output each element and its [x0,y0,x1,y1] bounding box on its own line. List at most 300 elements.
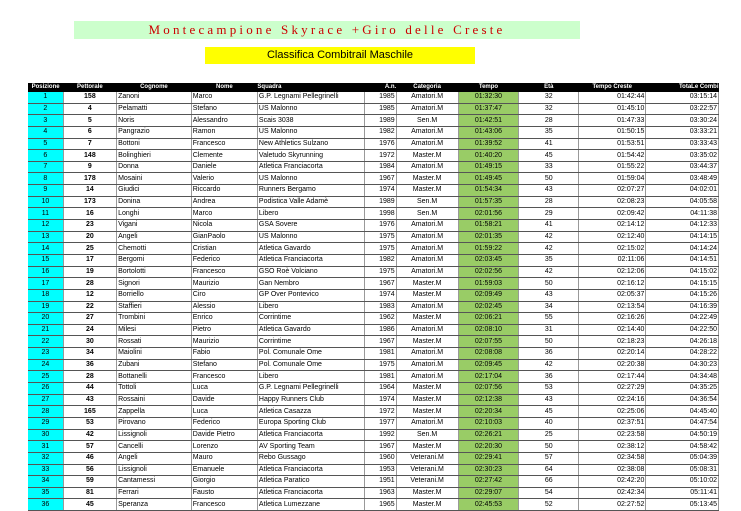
cell-total-combi: 05:13:45 [646,499,719,511]
page-title: Montecampione Skyrace +Giro delle Creste [74,21,580,39]
results-body [28,92,719,511]
cell-bib: 19 [63,266,116,278]
cell-name: Lorenzo [191,441,257,453]
cell-surname: Maiolini [117,348,192,360]
cell-creste-time: 02:07:27 [579,185,646,197]
table-row[interactable] [28,441,719,453]
cell-total-combi: 04:15:26 [646,289,719,301]
cell-category: Master.M [396,150,458,162]
cell-surname: Trombini [117,313,192,325]
cell-creste-time: 01:42:44 [579,92,646,103]
cell-creste-time: 02:08:23 [579,196,646,208]
table-row[interactable] [28,394,719,406]
cell-creste-time: 01:55:22 [579,161,646,173]
cell-position: 13 [28,231,63,243]
cell-time: 01:42:51 [458,115,519,127]
cell-age: 42 [519,243,579,255]
cell-team: Atletica Franciacorta [257,254,364,266]
cell-creste-time: 02:42:34 [579,487,646,499]
cell-total-combi: 04:16:39 [646,301,719,313]
cell-total-combi: 04:36:54 [646,394,719,406]
cell-category: Amatori.M [396,103,458,115]
cell-category: Sen.M [396,196,458,208]
cell-bib: 56 [63,464,116,476]
cell-surname: Donina [117,196,192,208]
cell-time: 01:43:06 [458,126,519,138]
cell-year: 1972 [364,406,396,418]
cell-name: Marco [191,208,257,220]
cell-bib: 36 [63,359,116,371]
cell-position: 4 [28,126,63,138]
cell-total-combi: 03:48:49 [646,173,719,185]
cell-total-combi: 03:22:57 [646,103,719,115]
cell-total-combi: 04:58:42 [646,441,719,453]
cell-time: 02:07:56 [458,383,519,395]
cell-bib: 45 [63,499,116,511]
cell-name: Riccardo [191,185,257,197]
cell-creste-time: 01:59:04 [579,173,646,185]
cell-year: 1953 [364,464,396,476]
cell-total-combi: 04:15:15 [646,278,719,290]
cell-age: 64 [519,464,579,476]
cell-creste-time: 02:38:12 [579,441,646,453]
cell-category: Amatori.M [396,220,458,232]
cell-year: 1981 [364,371,396,383]
table-row[interactable] [28,359,719,371]
cell-total-combi: 04:02:01 [646,185,719,197]
cell-team: Gan Nembro [257,278,364,290]
cell-category: Master.M [396,173,458,185]
cell-position: 5 [28,138,63,150]
cell-name: Ramon [191,126,257,138]
cell-team: New Athletics Sulzano [257,138,364,150]
cell-age: 57 [519,452,579,464]
table-row[interactable] [28,254,719,266]
cell-time: 01:59:03 [458,278,519,290]
table-row[interactable] [28,289,719,301]
cell-bib: 28 [63,278,116,290]
cell-name: Stefano [191,359,257,371]
cell-total-combi: 03:15:14 [646,92,719,103]
cell-name: Francesco [191,499,257,511]
cell-name: Alessandro [191,115,257,127]
cell-team: Atletica Franciacorta [257,161,364,173]
cell-surname: Tottoli [117,383,192,395]
cell-total-combi: 04:50:19 [646,429,719,441]
cell-name: Mauro [191,452,257,464]
cell-name: Enrico [191,313,257,325]
cell-year: 1985 [364,92,396,103]
cell-age: 35 [519,126,579,138]
cell-age: 40 [519,417,579,429]
table-row[interactable] [28,231,719,243]
cell-time: 02:08:08 [458,348,519,360]
cell-team: Atletica Franciacorta [257,464,364,476]
cell-bib: 5 [63,115,116,127]
cell-year: 1989 [364,115,396,127]
cell-name: Stefano [191,103,257,115]
cell-total-combi: 03:30:24 [646,115,719,127]
cell-name: Giorgio [191,476,257,488]
cell-name: Francesco [191,138,257,150]
cell-position: 27 [28,394,63,406]
cell-bib: 178 [63,173,116,185]
cell-category: Master.M [396,406,458,418]
cell-position: 7 [28,161,63,173]
cell-year: 1951 [364,476,396,488]
table-row[interactable] [28,301,719,313]
cell-time: 01:40:20 [458,150,519,162]
cell-time: 01:39:52 [458,138,519,150]
table-row[interactable] [28,92,719,103]
col-header-bib[interactable]: Pettorale [63,83,116,92]
table-row[interactable] [28,278,719,290]
cell-position: 18 [28,289,63,301]
cell-creste-time: 02:11:06 [579,254,646,266]
cell-creste-time: 02:20:14 [579,348,646,360]
cell-creste-time: 02:12:40 [579,231,646,243]
table-row[interactable] [28,220,719,232]
cell-year: 1989 [364,196,396,208]
cell-surname: Zubani [117,359,192,371]
cell-team: US Malonno [257,231,364,243]
table-row[interactable] [28,185,719,197]
table-row[interactable] [28,196,719,208]
cell-year: 1981 [364,348,396,360]
table-row[interactable] [28,243,719,255]
cell-time: 02:02:45 [458,301,519,313]
cell-creste-time: 02:16:12 [579,278,646,290]
cell-position: 35 [28,487,63,499]
cell-year: 1992 [364,429,396,441]
cell-age: 43 [519,394,579,406]
cell-surname: Bolinghieri [117,150,192,162]
cell-time: 02:29:41 [458,452,519,464]
cell-surname: Pangrazio [117,126,192,138]
table-row[interactable] [28,336,719,348]
cell-total-combi: 04:15:02 [646,266,719,278]
cell-creste-time: 02:05:37 [579,289,646,301]
cell-category: Master.M [396,278,458,290]
cell-year: 1976 [364,138,396,150]
cell-team: GSO Roè Volciano [257,266,364,278]
cell-name: Federico [191,254,257,266]
cell-surname: Longhi [117,208,192,220]
table-row[interactable] [28,266,719,278]
table-row[interactable] [28,371,719,383]
cell-category: Master.M [396,185,458,197]
cell-surname: Staffieri [117,301,192,313]
cell-team: Atletica Franciacorta [257,487,364,499]
cell-name: GianPaolo [191,231,257,243]
cell-position: 23 [28,348,63,360]
cell-surname: Chemotti [117,243,192,255]
cell-surname: Speranza [117,499,192,511]
cell-year: 1960 [364,452,396,464]
cell-surname: Bergomi [117,254,192,266]
cell-team: US Malonno [257,126,364,138]
cell-age: 32 [519,92,579,103]
cell-total-combi: 05:10:02 [646,476,719,488]
cell-time: 02:17:04 [458,371,519,383]
cell-total-combi: 04:05:58 [646,196,719,208]
cell-name: Pietro [191,324,257,336]
cell-time: 01:32:30 [458,92,519,103]
cell-creste-time: 02:27:52 [579,499,646,511]
table-row[interactable] [28,324,719,336]
col-header-creste-time[interactable]: Tempo Creste [579,83,646,92]
table-row[interactable] [28,150,719,162]
cell-age: 55 [519,313,579,325]
cell-team: Valetudo Skyrunning [257,150,364,162]
col-header-name[interactable]: Nome [191,83,257,92]
cell-position: 32 [28,452,63,464]
col-header-year[interactable]: A.n. [364,83,396,92]
cell-team: Corrintime [257,336,364,348]
cell-total-combi: 04:14:15 [646,231,719,243]
cell-year: 1975 [364,266,396,278]
cell-bib: 81 [63,487,116,499]
col-header-age[interactable]: Età [519,83,579,92]
cell-category: Amatori.M [396,126,458,138]
cell-team: Libero [257,301,364,313]
cell-name: Fausto [191,487,257,499]
cell-total-combi: 05:04:39 [646,452,719,464]
header-row [28,83,719,92]
cell-position: 20 [28,313,63,325]
cell-category: Sen.M [396,115,458,127]
col-header-total-combi[interactable]: TotaLe Combi [646,83,719,92]
cell-name: Davide Pietro [191,429,257,441]
cell-age: 50 [519,278,579,290]
table-row[interactable] [28,173,719,185]
cell-time: 02:06:21 [458,313,519,325]
cell-category: Amatori.M [396,138,458,150]
cell-age: 42 [519,359,579,371]
cell-category: Master.M [396,394,458,406]
cell-category: Amatori.M [396,92,458,103]
cell-name: Alessio [191,301,257,313]
cell-team: Atletica Lumezzane [257,499,364,511]
cell-bib: 23 [63,220,116,232]
cell-position: 34 [28,476,63,488]
cell-year: 1964 [364,383,396,395]
cell-category: Amatori.M [396,359,458,371]
cell-surname: Donna [117,161,192,173]
table-row[interactable] [28,138,719,150]
cell-team: Scais 3038 [257,115,364,127]
cell-time: 02:03:45 [458,254,519,266]
col-header-position[interactable]: Posizione [28,83,63,92]
cell-category: Master.M [396,499,458,511]
cell-creste-time: 01:50:15 [579,126,646,138]
cell-category: Sen.M [396,208,458,220]
cell-creste-time: 01:45:10 [579,103,646,115]
col-header-category[interactable]: Categoria [396,83,458,92]
cell-bib: 173 [63,196,116,208]
cell-position: 22 [28,336,63,348]
cell-age: 45 [519,406,579,418]
cell-age: 66 [519,476,579,488]
cell-year: 1975 [364,231,396,243]
cell-position: 8 [28,173,63,185]
cell-year: 1983 [364,301,396,313]
cell-surname: Lissignoli [117,429,192,441]
cell-surname: Noris [117,115,192,127]
cell-name: Francesco [191,371,257,383]
cell-age: 43 [519,289,579,301]
cell-surname: Rossati [117,336,192,348]
cell-surname: Signori [117,278,192,290]
cell-position: 33 [28,464,63,476]
cell-name: Daniele [191,161,257,173]
cell-age: 41 [519,138,579,150]
cell-position: 10 [28,196,63,208]
table-row[interactable] [28,348,719,360]
cell-time: 02:01:56 [458,208,519,220]
cell-bib: 28 [63,371,116,383]
table-row[interactable] [28,126,719,138]
cell-time: 02:12:38 [458,394,519,406]
cell-year: 1972 [364,150,396,162]
table-row[interactable] [28,115,719,127]
table-row[interactable] [28,499,719,511]
col-header-surname[interactable]: Cognome [117,83,192,92]
cell-year: 1965 [364,499,396,511]
cell-total-combi: 04:28:22 [646,348,719,360]
cell-bib: 16 [63,208,116,220]
cell-creste-time: 02:42:20 [579,476,646,488]
cell-creste-time: 02:34:58 [579,452,646,464]
table-row[interactable] [28,313,719,325]
cell-creste-time: 01:54:42 [579,150,646,162]
table-row[interactable] [28,383,719,395]
table-row[interactable] [28,452,719,464]
cell-team: GP Over Pontevico [257,289,364,301]
table-row[interactable] [28,161,719,173]
cell-position: 17 [28,278,63,290]
table-row[interactable] [28,103,719,115]
cell-age: 42 [519,231,579,243]
table-row[interactable] [28,406,719,418]
cell-surname: Zanoni [117,92,192,103]
cell-age: 52 [519,499,579,511]
cell-surname: Mosaini [117,173,192,185]
cell-creste-time: 02:09:42 [579,208,646,220]
cell-age: 54 [519,487,579,499]
cell-bib: 30 [63,336,116,348]
cell-time: 02:09:45 [458,359,519,371]
cell-total-combi: 04:34:48 [646,371,719,383]
cell-age: 29 [519,208,579,220]
cell-time: 01:49:45 [458,173,519,185]
cell-creste-time: 02:24:16 [579,394,646,406]
cell-total-combi: 04:14:51 [646,254,719,266]
cell-total-combi: 04:30:23 [646,359,719,371]
table-row[interactable] [28,487,719,499]
cell-time: 02:26:21 [458,429,519,441]
cell-surname: Bottoni [117,138,192,150]
table-row[interactable] [28,208,719,220]
cell-position: 2 [28,103,63,115]
cell-age: 50 [519,441,579,453]
cell-team: GSA Sovere [257,220,364,232]
cell-bib: 22 [63,301,116,313]
cell-position: 16 [28,266,63,278]
cell-year: 1998 [364,208,396,220]
cell-year: 1967 [364,173,396,185]
table-row[interactable] [28,464,719,476]
cell-name: Clemente [191,150,257,162]
cell-name: Luca [191,406,257,418]
cell-category: Amatori.M [396,266,458,278]
cell-total-combi: 03:35:02 [646,150,719,162]
page-subtitle: Classifica Combitrail Maschile [205,47,475,64]
cell-team: Atletica Gavardo [257,243,364,255]
cell-total-combi: 03:33:43 [646,138,719,150]
table-row[interactable] [28,417,719,429]
cell-team: Atletica Paratico [257,476,364,488]
cell-name: Francesco [191,266,257,278]
cell-team: Atletica Franciacorta [257,429,364,441]
cell-category: Sen.M [396,429,458,441]
cell-age: 25 [519,429,579,441]
results-table [28,83,719,511]
cell-year: 1975 [364,359,396,371]
cell-category: Amatori.M [396,301,458,313]
cell-total-combi: 04:47:54 [646,417,719,429]
cell-creste-time: 02:20:38 [579,359,646,371]
cell-surname: Angeli [117,231,192,243]
cell-total-combi: 04:35:25 [646,383,719,395]
cell-surname: Rossaini [117,394,192,406]
cell-age: 53 [519,383,579,395]
cell-position: 11 [28,208,63,220]
cell-team: Atletica Casazza [257,406,364,418]
cell-category: Amatori.M [396,231,458,243]
cell-name: Fabio [191,348,257,360]
cell-creste-time: 02:37:51 [579,417,646,429]
cell-year: 1974 [364,185,396,197]
cell-bib: 12 [63,289,116,301]
cell-bib: 17 [63,254,116,266]
cell-age: 50 [519,173,579,185]
cell-time: 02:08:10 [458,324,519,336]
cell-year: 1967 [364,336,396,348]
cell-time: 02:10:03 [458,417,519,429]
cell-surname: Giudici [117,185,192,197]
cell-creste-time: 02:38:08 [579,464,646,476]
cell-creste-time: 02:14:12 [579,220,646,232]
cell-age: 43 [519,185,579,197]
col-header-team[interactable]: Squadra [257,83,364,92]
cell-category: Amatori.M [396,254,458,266]
cell-position: 24 [28,359,63,371]
table-row[interactable] [28,429,719,441]
col-header-time[interactable]: Tempo [458,83,519,92]
cell-category: Amatori.M [396,243,458,255]
cell-surname: Borriello [117,289,192,301]
cell-position: 28 [28,406,63,418]
cell-total-combi: 03:44:37 [646,161,719,173]
cell-name: Andrea [191,196,257,208]
cell-creste-time: 01:53:51 [579,138,646,150]
cell-creste-time: 02:12:06 [579,266,646,278]
cell-creste-time: 02:15:02 [579,243,646,255]
cell-position: 9 [28,185,63,197]
cell-bib: 59 [63,476,116,488]
cell-bib: 57 [63,441,116,453]
